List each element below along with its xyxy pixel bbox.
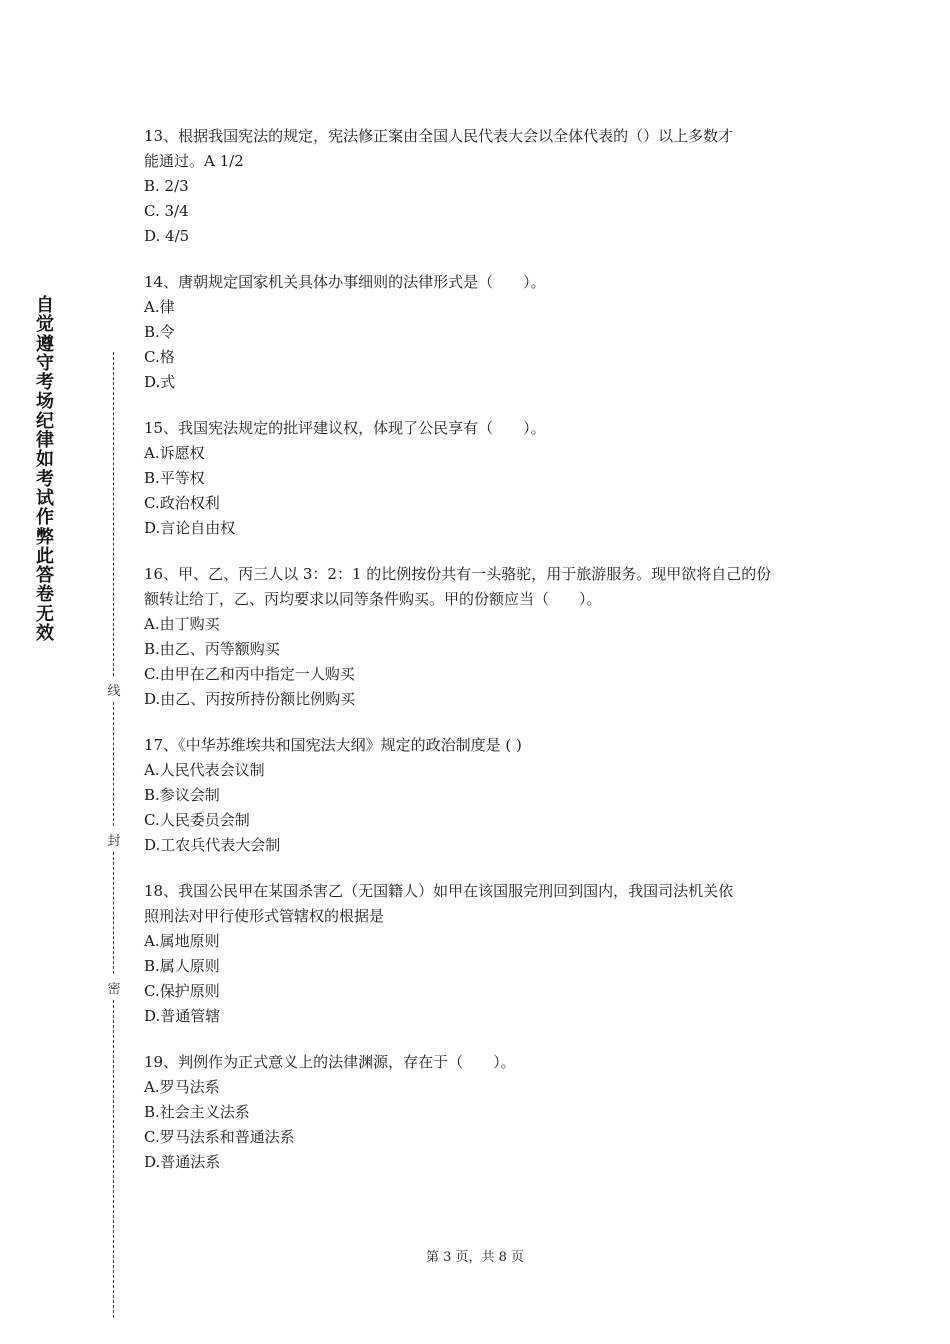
question-19 [144,1050,809,1175]
option-c: C.政治权利 [144,494,220,512]
option-c: C. 3/4 [144,202,189,220]
option-c: C.罗马法系和普通法系 [144,1128,295,1146]
option-a: A.属地原则 [144,932,220,950]
question-17 [144,733,809,858]
question-14 [144,270,809,395]
option-b: B.平等权 [144,469,205,487]
question-text: 13、根据我国宪法的规定，宪法修正案由全国人民代表大会以全体代表的（）以上多数才 [144,127,734,145]
binding-dashed-line [113,352,114,676]
question-13 [144,124,809,249]
option-d: D.普通法系 [144,1153,221,1171]
question-text: 19、判例作为正式意义上的法律渊源，存在于（ ）。 [144,1053,516,1071]
option-d: D.由乙、丙按所持份额比例购买 [144,690,356,708]
option-b: B.参议会制 [144,786,220,804]
question-18 [144,879,809,1029]
binding-mark-secret: 密 [105,978,123,997]
option-b: B.由乙、丙等额购买 [144,640,280,658]
question-text: 18、我国公民甲在某国杀害乙（无国籍人）如甲在该国服完刑回到国内，我国司法机关依 [144,882,734,900]
option-a: A.罗马法系 [144,1078,220,1096]
option-d: D. 4/5 [144,227,190,245]
option-a: A.诉愿权 [144,444,205,462]
option-c: C.由甲在乙和丙中指定一人购买 [144,665,355,683]
question-text: 14、唐朝规定国家机关具体办事细则的法律形式是（ ）。 [144,273,546,291]
question-16 [144,562,809,712]
option-a: A.人民代表会议制 [144,761,265,779]
option-b: B.社会主义法系 [144,1103,250,1121]
option-c: C.保护原则 [144,982,220,1000]
question-text: 17、《中华苏维埃共和国宪法大纲》规定的政治制度是 ( ) [144,736,522,754]
option-b: B. 2/3 [144,177,189,195]
question-list [144,124,809,1196]
binding-dashed-line [113,702,114,826]
option-a: A.由丁购买 [144,615,220,633]
binding-mark-line: 线 [105,680,123,699]
option-b: B.属人原则 [144,957,220,975]
question-text: 15、我国宪法规定的批评建议权，体现了公民享有（ ）。 [144,419,546,437]
question-text: 照刑法对甲行使形式管辖权的根据是 [144,907,385,925]
side-warning-text: 自觉遵守考场纪律如考试作弊此答卷无效 [36,295,54,645]
question-text: 额转让给丁，乙、丙均要求以同等条件购买。甲的份额应当（ ）。 [144,590,602,608]
option-d: D.言论自由权 [144,519,236,537]
option-d: D.工农兵代表大会制 [144,836,281,854]
binding-dashed-line [113,852,114,974]
option-a: A.律 [144,298,175,316]
question-text: 能通过。A 1/2 [144,152,244,170]
option-c: C.格 [144,348,175,366]
page-number: 第 3 页，共 8 页 [425,1250,525,1265]
option-c: C.人民委员会制 [144,811,250,829]
question-text: 16、甲、乙、丙三人以 3：2：1 的比例按份共有一头骆驼，用于旅游服务。现甲欲将自己的份 [144,565,772,583]
binding-dashed-line [113,1000,114,1318]
option-b: B.令 [144,323,175,341]
option-d: D.式 [144,373,176,391]
question-15 [144,416,809,541]
option-d: D.普通管辖 [144,1007,221,1025]
binding-mark-seal: 封 [105,830,123,849]
